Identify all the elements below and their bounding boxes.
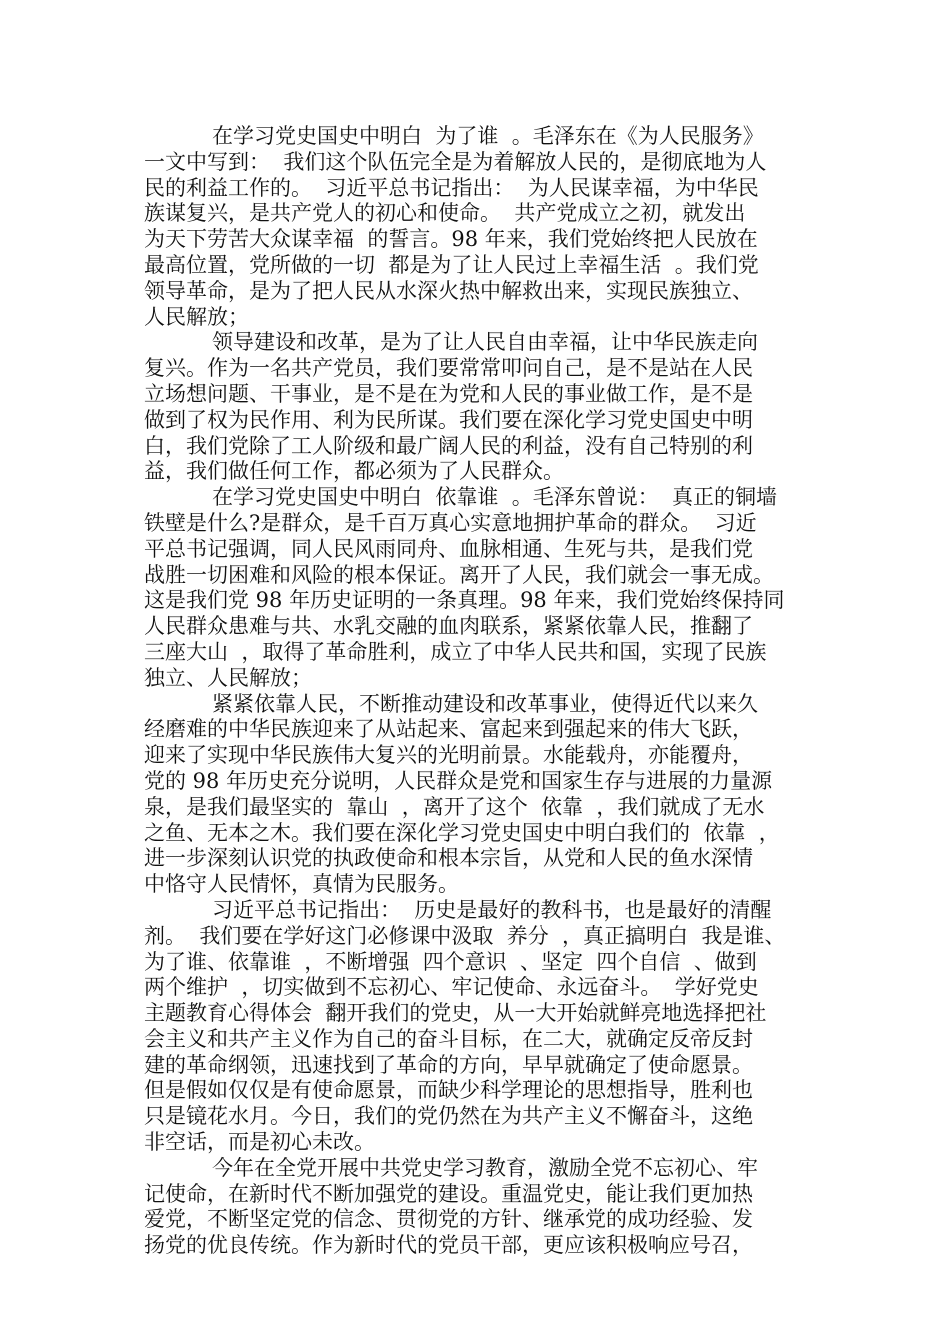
text-line: 泉，是我们最坚实的 靠山 ，离开了这个 依靠 ，我们就成了无水	[144, 794, 765, 819]
text-line: 领导革命，是为了把人民从水深火热中解救出来，实现民族独立、	[144, 278, 753, 303]
text-line: 益，我们做任何工作，都必须为了人民群众。	[144, 459, 564, 484]
text-line: 立场想问题、干事业，是不是在为党和人民的事业做工作，是不是	[144, 381, 753, 406]
text-line: 会主义和共产主义作为自己的奋斗目标，在二大，就确定反帝反封	[144, 1026, 753, 1051]
text-line: 只是镜花水月。今日，我们的党仍然在为共产主义不懈奋斗，这绝	[144, 1104, 753, 1129]
text-line: 平总书记强调，同人民风雨同舟、血脉相通、生死与共，是我们党	[144, 536, 753, 561]
text-line: 复兴。作为一名共产党员，我们要常常叩问自己，是不是站在人民	[144, 356, 753, 381]
text-line: 战胜一切困难和风险的根本保证。离开了人民，我们就会一事无成。	[144, 562, 774, 587]
text-line: 经磨难的中华民族迎来了从站起来、富起来到强起来的伟大飞跃，	[144, 717, 753, 742]
text-line: 之鱼、无本之木。我们要在深化学习党史国史中明白我们的 依靠 ，	[144, 820, 780, 845]
text-line: 做到了权为民作用、利为民所谋。我们要在深化学习党史国史中明	[144, 407, 753, 432]
text-line: 族谋复兴，是共产党人的初心和使命。 共产党成立之初，就发出	[144, 201, 746, 226]
text-line: 为了谁、依靠谁 ，不断增强 四个意识 、坚定 四个自信 、做到	[144, 949, 757, 974]
text-line: 扬党的优良传统。作为新时代的党员干部，更应该积极响应号召，	[144, 1233, 753, 1258]
text-line: 两个维护 ，切实做到不忘初心、牢记使命、永远奋斗。 学好党史	[144, 975, 759, 1000]
text-line: 迎来了实现中华民族伟大复兴的光明前景。水能载舟，亦能覆舟，	[144, 743, 753, 768]
text-line: 非空话，而是初心未改。	[144, 1130, 375, 1155]
text-line: 剂。 我们要在学好这门必修课中汲取 养分 ，真正搞明白 我是谁、	[144, 923, 786, 948]
text-line: 在学习党史国史中明白 为了谁 。毛泽东在《为人民服务》	[212, 124, 764, 148]
text-line: 主题教育心得体会 翻开我们的党史，从一大开始就鲜亮地选择把社	[144, 1001, 767, 1026]
text-line: 进一步深刻认识党的执政使命和根本宗旨，从党和人民的鱼水深情	[144, 846, 753, 871]
text-line: 在学习党史国史中明白 依靠谁 。毛泽东曾说： 真正的铜墙	[212, 485, 778, 510]
text-line: 爱党，不断坚定党的信念、贯彻党的方针、继承党的成功经验、发	[144, 1207, 753, 1232]
text-line: 记使命，在新时代不断加强党的建设。重温党史，能让我们更加热	[144, 1181, 753, 1206]
text-line: 一文中写到： 我们这个队伍完全是为着解放人民的，是彻底地为人	[144, 149, 767, 174]
body-text	[144, 124, 812, 1259]
text-line: 习近平总书记指出： 历史是最好的教科书，也是最好的清醒	[212, 897, 772, 922]
text-line: 中恪守人民情怀，真情为民服务。	[144, 872, 459, 897]
text-line: 为天下劳苦大众谋幸福 的誓言。98 年来，我们党始终把人民放在	[144, 227, 758, 252]
text-line: 这是我们党 98 年历史证明的一条真理。98 年来，我们党始终保持同	[144, 588, 785, 613]
text-line: 党的 98 年历史充分说明，人民群众是党和国家生存与进展的力量源	[144, 768, 773, 793]
text-line: 但是假如仅仅是有使命愿景，而缺少科学理论的思想指导，胜利也	[144, 1078, 753, 1103]
text-line: 铁壁是什么?是群众，是千百万真心实意地拥护革命的群众。 习近	[144, 510, 757, 535]
text-line: 民的利益工作的。 习近平总书记指出： 为人民谋幸福，为中华民	[144, 175, 759, 200]
text-line: 紧紧依靠人民，不断推动建设和改革事业，使得近代以来久	[212, 691, 758, 716]
text-line: 领导建设和改革，是为了让人民自由幸福，让中华民族走向	[212, 330, 758, 355]
text-line: 人民群众患难与共、水乳交融的血肉联系，紧紧依靠人民，推翻了	[144, 614, 753, 639]
text-line: 三座大山 ，取得了革命胜利，成立了中华人民共和国，实现了民族	[144, 639, 767, 664]
text-line: 白，我们党除了工人阶级和最广阔人民的利益，没有自己特别的利	[144, 433, 753, 458]
text-line: 独立、人民解放；	[144, 665, 312, 690]
text-line: 最高位置，党所做的一切 都是为了让人民过上幸福生活 。我们党	[144, 252, 759, 277]
text-line: 建的革命纲领，迅速找到了革命的方向，早早就确定了使命愿景。	[144, 1052, 753, 1077]
text-line: 人民解放；	[144, 304, 249, 329]
text-line: 今年在全党开展中共党史学习教育，激励全党不忘初心、牢	[212, 1155, 758, 1180]
